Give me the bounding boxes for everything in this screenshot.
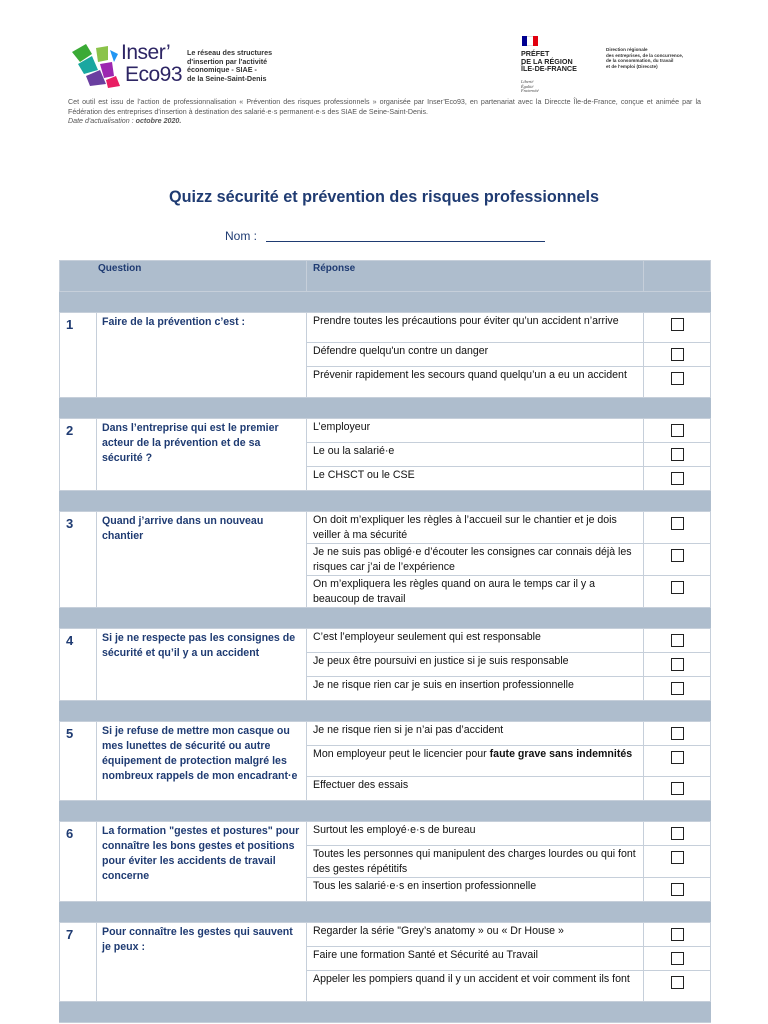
checkbox-cell xyxy=(644,544,711,576)
tagline-line: d'insertion par l'activité xyxy=(187,56,268,66)
tagline-line: de la Seine-Saint-Denis xyxy=(187,73,267,83)
checkbox-cell xyxy=(644,846,711,878)
answer-checkbox[interactable] xyxy=(671,682,684,695)
checkbox-cell xyxy=(644,653,711,677)
table-header-row xyxy=(60,261,711,292)
table-spacer-row xyxy=(60,701,711,722)
answer-text xyxy=(307,629,644,653)
direction-line: et de l'emploi (Direccte) xyxy=(606,63,658,69)
question-text: Dans l’entreprise qui est le premier acteur de la prévention et de sa sécurité ? xyxy=(97,419,307,491)
question-number: 6 xyxy=(60,822,97,902)
answer-text xyxy=(307,313,644,343)
answer-label: Toutes les personnes qui manipulent des charges lourdes ou qui font des gestes répétitifs xyxy=(313,848,636,875)
checkbox-cell xyxy=(644,923,711,947)
question-text: Quand j’arrive dans un nouveau chantier xyxy=(97,512,307,608)
answer-checkbox[interactable] xyxy=(671,517,684,530)
answer-checkbox[interactable] xyxy=(671,424,684,437)
answer-label: Je ne risque rien si je n’ai pas d’accident xyxy=(313,724,504,736)
motto-line: Fraternité xyxy=(521,88,539,94)
column-header-question: Question xyxy=(60,261,307,292)
brand-name xyxy=(121,42,182,85)
answer-checkbox[interactable] xyxy=(671,782,684,795)
answer-checkbox[interactable] xyxy=(671,952,684,965)
answer-text xyxy=(307,576,644,608)
answer-label: Mon employeur peut le licencier pour xyxy=(313,748,490,760)
answer-checkbox[interactable] xyxy=(671,727,684,740)
question-number: 1 xyxy=(60,313,97,398)
answer-checkbox[interactable] xyxy=(671,581,684,594)
direction-line: de la consommation, du travail xyxy=(606,58,674,63)
answer-text xyxy=(307,419,644,443)
answer-text xyxy=(307,443,644,467)
brand-tagline xyxy=(187,49,327,83)
intro-text: Cet outil est issu de l’action de professionnalisation « Prévention des risques professionnels » organisée par Inser’Eco93, en partenariat avec la Direccte Île-de-France, conçue et animée par la Fédération des entreprises d’insertion à destination des salarié·e·s permanent·e·s des SIAE de Seine-Saint-Denis. xyxy=(68,98,701,116)
answer-checkbox[interactable] xyxy=(671,372,684,385)
answer-label: Défendre quelqu'un contre un danger xyxy=(313,345,489,357)
answer-label: L’employeur xyxy=(313,421,371,433)
answer-text xyxy=(307,822,644,846)
prefet-line: DE LA RÉGION xyxy=(521,56,573,66)
answer-checkbox[interactable] xyxy=(671,827,684,840)
answer-checkbox[interactable] xyxy=(671,751,684,764)
answer-text xyxy=(307,878,644,902)
question-number: 4 xyxy=(60,629,97,701)
question-number: 7 xyxy=(60,923,97,1002)
table-row xyxy=(60,629,711,653)
checkbox-cell xyxy=(644,746,711,777)
answer-text xyxy=(307,947,644,971)
answer-label: C’est l’employeur seulement qui est responsable xyxy=(313,631,541,643)
answer-text xyxy=(307,343,644,367)
table-spacer-row xyxy=(60,491,711,512)
checkbox-cell xyxy=(644,467,711,491)
answer-text xyxy=(307,971,644,1002)
answer-label: Prendre toutes les précautions pour éviter qu’un accident n’arrive xyxy=(313,315,619,327)
date-label: Date d'actualisation : xyxy=(68,117,136,126)
answer-checkbox[interactable] xyxy=(671,851,684,864)
table-row xyxy=(60,923,711,947)
answer-label: Surtout les employé·e·s de bureau xyxy=(313,824,476,836)
intro-paragraph xyxy=(68,98,701,127)
question-text: Si je ne respecte pas les consignes de sécurité et qu’il y a un accident xyxy=(97,629,307,701)
checkbox-cell xyxy=(644,443,711,467)
answer-label: Je ne suis pas obligé·e d’écouter les consignes car connais déjà les risques car j’ai de l’expérience xyxy=(313,546,632,573)
table-spacer-row xyxy=(60,292,711,313)
checkbox-cell xyxy=(644,419,711,443)
tagline-line: économique - SIAE - xyxy=(187,65,257,75)
table-row xyxy=(60,419,711,443)
table-row xyxy=(60,722,711,746)
answer-text xyxy=(307,544,644,576)
nom-field[interactable] xyxy=(266,241,545,242)
brand-name-line1: Inser’ xyxy=(121,41,171,64)
answer-label: Prévenir rapidement les secours quand quelqu’un a eu un accident xyxy=(313,369,627,381)
checkbox-cell xyxy=(644,367,711,398)
brand-name-line2: Eco93 xyxy=(125,63,183,86)
answer-label-emphasis: faute grave sans indemnités xyxy=(489,748,633,760)
answer-checkbox[interactable] xyxy=(671,472,684,485)
republic-motto xyxy=(521,80,539,94)
direction-line: des entreprises, de la concurrence, xyxy=(606,52,684,58)
answer-text xyxy=(307,923,644,947)
checkbox-cell xyxy=(644,576,711,608)
checkbox-cell xyxy=(644,722,711,746)
date-value: octobre 2020. xyxy=(135,117,182,126)
answer-label: Faire une formation Santé et Sécurité au Travail xyxy=(313,949,538,961)
answer-label: On m’expliquera les règles quand on aura le temps car il y a beaucoup de travail xyxy=(313,578,596,605)
question-text: Pour connaître les gestes qui sauvent je peux : xyxy=(97,923,307,1002)
question-number: 2 xyxy=(60,419,97,491)
answer-checkbox[interactable] xyxy=(671,634,684,647)
answer-label: Le CHSCT ou le CSE xyxy=(313,469,415,481)
table-spacer-row xyxy=(60,608,711,629)
answer-checkbox[interactable] xyxy=(671,448,684,461)
checkbox-cell xyxy=(644,677,711,701)
answer-checkbox[interactable] xyxy=(671,658,684,671)
checkbox-cell xyxy=(644,777,711,801)
page-title: Quizz sécurité et prévention des risques professionnels xyxy=(169,188,599,206)
table-row xyxy=(60,512,711,544)
direccte-block xyxy=(606,47,706,69)
checkbox-cell xyxy=(644,512,711,544)
table-row xyxy=(60,822,711,846)
question-number: 5 xyxy=(60,722,97,801)
prefet-line: PRÉFET xyxy=(521,49,550,58)
checkbox-cell xyxy=(644,343,711,367)
table-row xyxy=(60,313,711,343)
answer-text xyxy=(307,846,644,878)
answer-checkbox[interactable] xyxy=(671,549,684,562)
quiz-table xyxy=(59,260,711,1023)
answer-label: Appeler les pompiers quand il y un accident et voir comment ils font xyxy=(313,973,630,985)
french-flag-icon xyxy=(522,36,538,46)
answer-label: Je ne risque rien car je suis en insertion professionnelle xyxy=(313,679,574,691)
answer-label: Regarder la série "Grey’s anatomy » ou « Dr House » xyxy=(313,925,564,937)
checkbox-cell xyxy=(644,629,711,653)
answer-text xyxy=(307,467,644,491)
answer-checkbox[interactable] xyxy=(671,976,684,989)
answer-label: On doit m’expliquer les règles à l’accueil sur le chantier et je dois veiller à ma sécurité xyxy=(313,514,617,541)
question-text: Faire de la prévention c’est : xyxy=(97,313,307,398)
prefet-block xyxy=(521,50,601,73)
answer-label: Je peux être poursuivi en justice si je suis responsable xyxy=(313,655,569,667)
checkbox-cell xyxy=(644,971,711,1002)
direction-line: Direction régionale xyxy=(606,47,648,52)
column-header-reponse: Réponse xyxy=(307,261,644,292)
column-header-check xyxy=(644,261,711,292)
answer-checkbox[interactable] xyxy=(671,928,684,941)
update-date xyxy=(68,117,181,125)
checkbox-cell xyxy=(644,878,711,902)
table-spacer-row xyxy=(60,398,711,419)
motto-line: Égalité xyxy=(521,83,534,89)
answer-text xyxy=(307,746,644,777)
question-text: La formation "gestes et postures" pour connaître les bons gestes et positions pour éviter les accidents de travail concerne xyxy=(97,822,307,902)
motto-line: Liberté xyxy=(521,79,534,84)
answer-text xyxy=(307,367,644,398)
answer-label: Effectuer des essais xyxy=(313,779,409,791)
checkbox-cell xyxy=(644,947,711,971)
table-spacer-row xyxy=(60,1002,711,1023)
table-spacer-row xyxy=(60,801,711,822)
checkbox-cell xyxy=(644,313,711,343)
answer-text xyxy=(307,677,644,701)
answer-label: Tous les salarié·e·s en insertion professionnelle xyxy=(313,880,537,892)
table-spacer-row xyxy=(60,902,711,923)
question-text: Si je refuse de mettre mon casque ou mes lunettes de sécurité ou autre équipement de protection malgré les nombreux rappels de mon encadrant·e xyxy=(97,722,307,801)
prefet-line: ÎLE-DE-FRANCE xyxy=(521,64,577,74)
answer-checkbox[interactable] xyxy=(671,318,684,331)
answer-checkbox[interactable] xyxy=(671,883,684,896)
answer-checkbox[interactable] xyxy=(671,348,684,361)
answer-text xyxy=(307,653,644,677)
question-number: 3 xyxy=(60,512,97,608)
tagline-line: Le réseau des structures xyxy=(187,48,273,57)
nom-label: Nom : xyxy=(225,229,258,243)
checkbox-cell xyxy=(644,822,711,846)
answer-text xyxy=(307,722,644,746)
answer-text xyxy=(307,512,644,544)
answer-label: Le ou la salarié·e xyxy=(313,445,395,457)
answer-text xyxy=(307,777,644,801)
